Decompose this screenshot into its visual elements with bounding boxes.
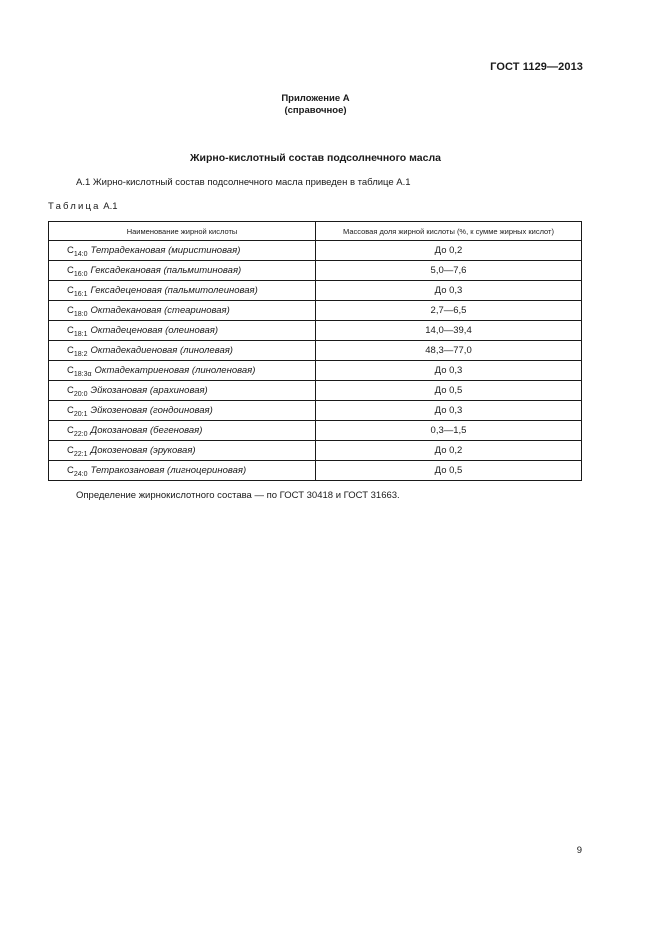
acid-name: Октадекатриеновая (линоленовая) [94,365,256,376]
appendix-status: (справочное) [284,105,347,116]
table-caption-number: А.1 [103,201,118,212]
fatty-acid-table [48,221,582,481]
acid-name-cell [49,441,316,461]
page-number: 9 [576,845,582,856]
acid-name: Тетракозановая (лигноцериновая) [90,465,247,476]
table-row [49,321,582,341]
acid-name-cell [49,421,316,441]
appendix-title: Приложение А [281,93,350,104]
formula-symbol: C [67,325,74,336]
formula-symbol: C [67,465,74,476]
table-row [49,401,582,421]
table-body [49,241,582,481]
acid-name: Докозеновая (эруковая) [90,445,196,456]
formula-index: 20:0 [73,391,88,398]
mass-fraction-cell: До 0,3 [316,361,582,381]
mass-fraction-cell: 48,3—77,0 [316,341,582,361]
formula-index: 20:1 [73,411,88,418]
mass-fraction-cell: 2,7—6,5 [316,301,582,321]
formula-symbol: C [67,245,74,256]
table-row [49,241,582,261]
mass-fraction-cell: 14,0—39,4 [316,321,582,341]
acid-name-cell [49,261,316,281]
section-paragraph: А.1 Жирно-кислотный состав подсолнечного масла приведен в таблице А.1 [76,177,411,188]
formula-index: 16:1 [73,291,88,298]
table-row [49,361,582,381]
mass-fraction-cell: 0,3—1,5 [316,421,582,441]
formula-index: 22:1 [73,451,88,458]
formula-index: 18:3α [73,371,92,378]
acid-name-cell [49,321,316,341]
method-note: Определение жирнокислотного состава — по ГОСТ 30418 и ГОСТ 31663. [76,490,400,501]
document-code: ГОСТ 1129—2013 [490,61,583,73]
appendix-heading [0,93,631,117]
mass-fraction-cell: До 0,2 [316,441,582,461]
formula-index: 14:0 [73,251,88,258]
acid-formula [67,265,88,276]
table-row [49,461,582,481]
formula-symbol: C [67,285,74,296]
acid-name: Эйкозановая (арахиновая) [90,385,208,396]
formula-index: 18:1 [73,331,88,338]
formula-symbol: C [67,385,74,396]
acid-name-cell [49,401,316,421]
table-row [49,281,582,301]
formula-symbol: C [67,365,74,376]
acid-name: Тетрадекановая (миристиновая) [90,245,241,256]
acid-name: Октадеценовая (олеиновая) [90,325,219,336]
acid-name: Октадекадиеновая (линолевая) [90,345,233,356]
acid-name-cell [49,381,316,401]
acid-name: Докозановая (бегеновая) [90,425,203,436]
table-row [49,341,582,361]
acid-name-cell [49,281,316,301]
formula-symbol: C [67,405,74,416]
acid-name: Гексадеценовая (пальмитолеиновая) [90,285,258,296]
formula-index: 24:0 [73,471,88,478]
column-header-value: Массовая доля жирной кислоты (%, к сумме жирных кислот) [316,222,582,241]
mass-fraction-cell: До 0,3 [316,401,582,421]
acid-name-cell [49,461,316,481]
acid-formula [67,345,88,356]
formula-index: 18:0 [73,311,88,318]
table-caption [48,201,118,212]
table-caption-word: Таблица [48,201,101,212]
acid-formula [67,405,88,416]
table-row [49,381,582,401]
mass-fraction-cell: 5,0—7,6 [316,261,582,281]
acid-formula [67,365,92,376]
acid-formula [67,445,88,456]
mass-fraction-cell: До 0,5 [316,461,582,481]
acid-name: Октадекановая (стеариновая) [90,305,230,316]
acid-formula [67,285,88,296]
acid-name-cell [49,241,316,261]
formula-symbol: C [67,345,74,356]
table-row [49,301,582,321]
acid-name-cell [49,301,316,321]
mass-fraction-cell: До 0,5 [316,381,582,401]
acid-formula [67,245,88,256]
acid-formula [67,325,88,336]
mass-fraction-cell: До 0,3 [316,281,582,301]
table-row [49,441,582,461]
acid-name-cell [49,361,316,381]
table-row [49,261,582,281]
acid-formula [67,465,88,476]
table-row [49,421,582,441]
column-header-name: Наименование жирной кислоты [49,222,316,241]
mass-fraction-cell: До 0,2 [316,241,582,261]
formula-symbol: C [67,425,74,436]
acid-name-cell [49,341,316,361]
acid-name: Гексадекановая (пальмитиновая) [90,265,242,276]
acid-formula [67,385,88,396]
table-header-row [49,222,582,241]
acid-formula [67,425,88,436]
formula-index: 22:0 [73,431,88,438]
acid-name: Эйкозеновая (гондоиновая) [90,405,213,416]
formula-index: 16:0 [73,271,88,278]
formula-symbol: C [67,265,74,276]
formula-symbol: C [67,305,74,316]
section-title: Жирно-кислотный состав подсолнечного масла [190,152,441,164]
acid-formula [67,305,88,316]
formula-symbol: C [67,445,74,456]
formula-index: 18:2 [73,351,88,358]
